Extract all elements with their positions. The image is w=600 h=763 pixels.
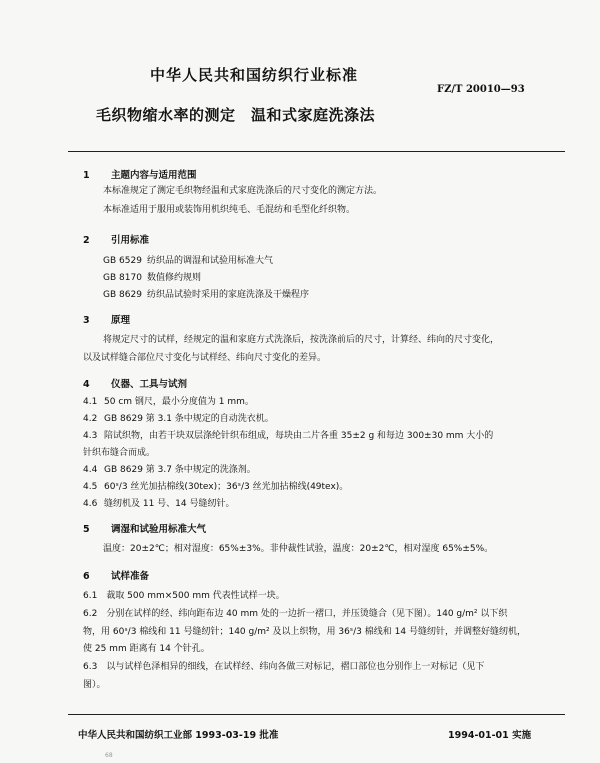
clause-4-3-continued: 针织布缝合而成。 [83, 448, 156, 458]
document-title: 毛织物缩水率的测定 温和式家庭洗涤法 [96, 106, 376, 124]
section-2-heading: 2 引用标准 [83, 235, 150, 246]
section-1-heading: 1 主题内容与适用范围 [83, 170, 197, 181]
section-4-heading: 4 仪器、工具与试剂 [83, 379, 188, 390]
implementation-date: 1994-01-01 实施 [448, 730, 532, 741]
section-3-heading: 3 原理 [83, 315, 131, 326]
clause-6-1: 6.1 裁取 500 mm×500 mm 代表性试样一块。 [83, 591, 285, 601]
section-3-para-line-2: 以及试样缝合部位尺寸变化与试样经、纬向尺寸变化的差异。 [83, 353, 327, 363]
clause-6-2-line-3: 使 25 mm 距离有 14 个针孔。 [83, 644, 210, 654]
section-3-para-line-1: 将规定尺寸的试样，经规定的温和家庭方式洗涤后，按洗涤前后的尺寸，计算经、纬向的尺寸变化， [103, 335, 500, 345]
section-1-para-2: 本标准适用于服用或装饰用机织纯毛、毛混纺和毛型化纤织物。 [103, 205, 356, 215]
section-1-para-1: 本标准规定了测定毛织物经温和式家庭洗涤后的尺寸变化的测定方法。 [103, 186, 383, 196]
section-6-heading: 6 试样准备 [83, 571, 150, 582]
clause-4-3: 4.3 陪试织物，由若干块双层涤纶针织布组成，每块由二片各重 35±2 g 和每边 300±30 mm 大小的 [83, 431, 494, 441]
clause-4-4: 4.4 GB 8629 第 3.7 条中规定的洗涤剂。 [83, 465, 256, 475]
header-rule [68, 151, 565, 152]
clause-4-6: 4.6 缝纫机及 11 号、14 号缝纫针。 [83, 499, 235, 509]
clause-4-2: 4.2 GB 8629 第 3.1 条中规定的自动洗衣机。 [83, 414, 274, 424]
clause-4-5: 4.5 60ˢ/3 丝光加拈棉线(30tex)；36ˢ/3 丝光加拈棉线(49tex)。 [83, 482, 349, 492]
reference-item: GB 6529 纺织品的调湿和试验用标准大气 [103, 256, 274, 266]
page-number: 68 [105, 752, 113, 759]
clause-6-3-line-2: 图）。 [83, 680, 106, 690]
reference-item: GB 8170 数值修约规则 [103, 273, 202, 283]
section-5-para: 温度：20±2℃；相对湿度：65%±3%。非仲裁性试验，温度：20±2℃，相对湿度 65%±5%。 [103, 544, 494, 554]
clause-4-1: 4.1 50 cm 钢尺，最小分度值为 1 mm。 [83, 397, 254, 407]
clause-6-2: 6.2 分别在试样的经、纬向距布边 40 mm 处的一边折一褶口，并压烫缝合（见下图）。140 g/m² 以下织 [83, 609, 508, 619]
clause-6-2-line-2: 物，用 60ˢ/3 棉线和 11 号缝纫针；140 g/m² 及以上织物，用 36ˢ/3 棉线和 14 号缝纫针，并调整好缝纫机， [83, 627, 526, 637]
footer-rule [68, 714, 565, 715]
reference-item: GB 8629 纺织品试验时采用的家庭洗涤及干燥程序 [103, 290, 310, 300]
section-5-heading: 5 调湿和试验用标准大气 [83, 524, 207, 535]
clause-6-3: 6.3 以与试样色泽相异的细线，在试样经、纬向各做三对标记，褶口部位也分别作上一对标记（见下 [83, 662, 485, 672]
issuing-org: 中华人民共和国纺织行业标准 [150, 66, 359, 84]
standard-code: FZ/T 20010—93 [437, 84, 525, 95]
approval-line: 中华人民共和国纺织工业部 1993-03-19 批准 [78, 730, 279, 741]
